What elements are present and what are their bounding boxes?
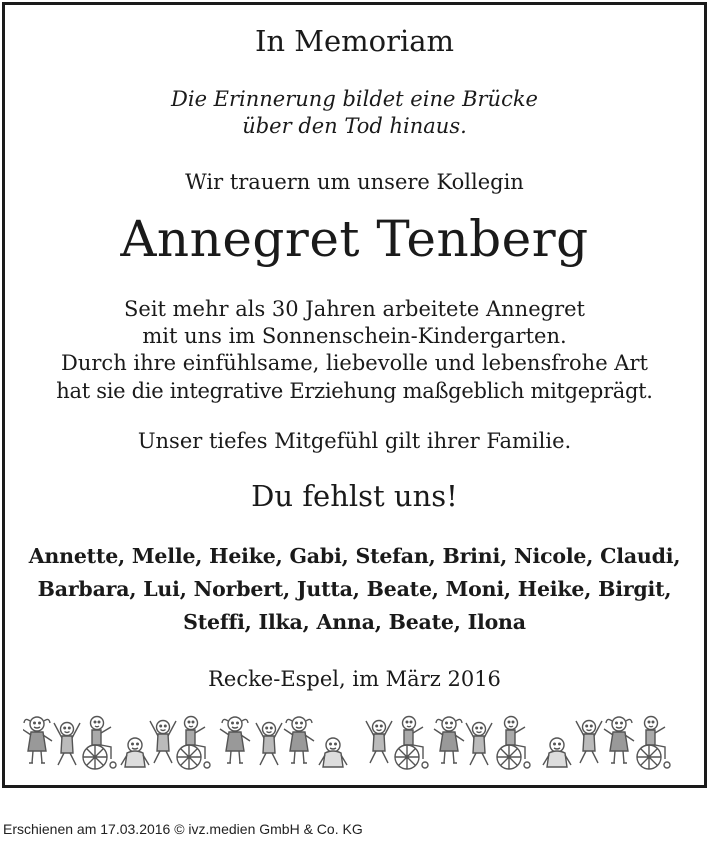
publication-footer: Erschienen am 17.03.2016 © ivz.medien GmbH & Co. KG — [3, 821, 363, 837]
signers-line-3: Steffi, Ilka, Anna, Beate, Ilona — [183, 610, 526, 634]
children-drawing-icon — [23, 711, 688, 773]
heading: In Memoriam — [254, 24, 455, 58]
deceased-name: Annegret Tenberg — [120, 210, 589, 268]
farewell-text: Du fehlst uns! — [251, 479, 458, 513]
body-line-3: Durch ihre einfühlsame, liebevolle und lebensfrohe Art — [61, 351, 648, 375]
signers-line-2: Barbara, Lui, Norbert, Jutta, Beate, Moni, Heike, Birgit, — [37, 577, 672, 601]
sympathy-text: Unser tiefes Mitgefühl gilt ihrer Familie. — [137, 429, 572, 453]
quote-line-1: Die Erinnerung bildet eine Brücke — [171, 87, 538, 111]
body-line-4: hat sie die integrative Erziehung maßgeblich mitgeprägt. — [56, 379, 653, 403]
body-line-2: mit uns im Sonnenschein-Kindergarten. — [142, 324, 567, 348]
obituary-frame — [2, 2, 707, 788]
place-date: Recke-Espel, im März 2016 — [208, 667, 501, 691]
body-line-1: Seit mehr als 30 Jahren arbeitete Annegret — [124, 297, 585, 321]
quote-line-2: über den Tod hinaus. — [242, 114, 467, 138]
intro-text: Wir trauern um unsere Kollegin — [185, 170, 524, 194]
signers-line-1: Annette, Melle, Heike, Gabi, Stefan, Brini, Nicole, Claudi, — [28, 544, 681, 568]
